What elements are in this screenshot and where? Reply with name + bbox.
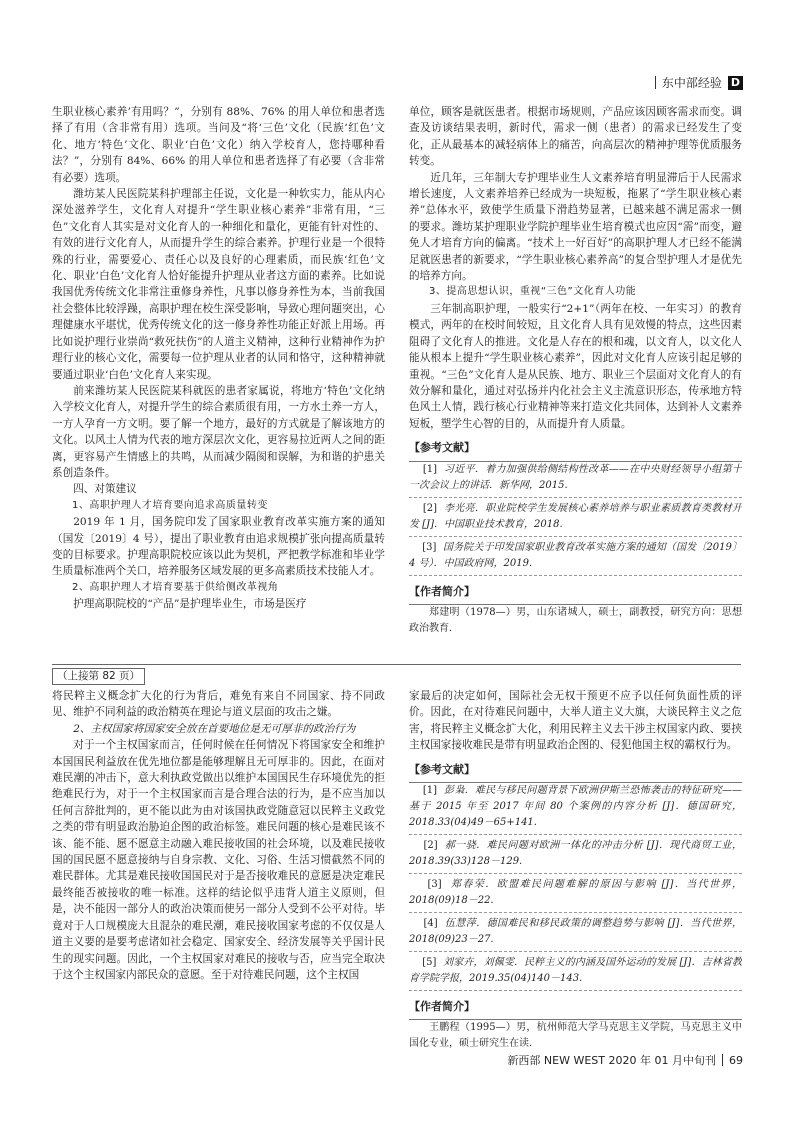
reference-text: 彭枭．难民与移民问题背景下欧洲伊斯兰恐怖袭击的特征研究——基于 2015 年至 2017 年间 80 个案例的内容分析 [J]．德国研究，2018.33(04)49－65+141. — [409, 785, 742, 829]
references-list-bottom — [409, 783, 742, 991]
paragraph: 护理高职院校的“产品”是护理毕业生，市场是医疗 — [73, 598, 307, 611]
footer-divider — [722, 1054, 723, 1066]
author-heading-bottom: 【作者简介】 — [409, 1000, 475, 1014]
reference-number: [3] — [422, 541, 437, 553]
reference-divider — [409, 834, 742, 835]
page-number: 69 — [729, 1053, 743, 1067]
reference-text: 刘家卉，刘佩雯．民粹主义的内涵及国外运动的发展 [J]．吉林省教育学院学报，2019.35(04)140－143. — [409, 957, 742, 985]
bottom-right-column — [409, 688, 742, 1050]
reference-divider — [409, 575, 742, 576]
reference-number: [5] — [422, 957, 437, 969]
reference-item — [409, 501, 742, 533]
author-bio-top: 郑建明（1978—）男，山东诸城人，硕士，副教授，研究方向：思想政治教育． — [409, 606, 742, 634]
bottom-right-body — [409, 688, 742, 754]
reference-item — [409, 838, 742, 870]
paragraph: 2、高职护理人才培育要基于供给侧改革视角 — [72, 581, 279, 593]
reference-divider — [409, 873, 742, 874]
header-divider — [655, 76, 656, 89]
references-heading-top: 【参考文献】 — [409, 441, 475, 455]
paragraph: 将民粹主义概念扩大化的行为背后，难免有来自不同国家、持不同政见、维护不同利益的政治精英在理论与道义层面的攻击之嫌。 — [52, 690, 385, 719]
reference-item — [409, 462, 742, 494]
paragraph: 近几年，三年制大专护理毕业生人文素养培育明显滞后于人民需求增长速度，人文素养培养已经成为一块短板，拖累了“学生职业核心素养”总体水平，致使学生质量下滑趋势显著，已越来越不满足需求一侧的要求。潍坊某护理职业学院护理毕业生培育模式也应因“需”而变，避免人才培育方向的偏离。“技术上一好百好”的高职护理人才已经不能满足就医患者的新要求，“学生职业核心素养高”的复合型护理人才是优先的培养方向。 — [409, 171, 742, 283]
reference-text: 郑春荣．欧盟难民问题难解的原因与影响 [J]．当代世界，2018(09)18－22. — [409, 879, 742, 907]
top-left-column — [52, 104, 385, 660]
bottom-left-column — [52, 688, 385, 1050]
reference-divider — [409, 536, 742, 537]
references-list-top — [409, 462, 742, 576]
reference-text: 伍慧萍．德国难民和移民政策的调整趋势与影响 [J]．当代世界，2018(09)23－27. — [409, 918, 742, 946]
section-badge: D — [728, 76, 743, 90]
reference-divider — [409, 497, 742, 498]
section-title: 东中部经验 — [661, 76, 722, 90]
reference-divider — [409, 912, 742, 913]
reference-item — [409, 916, 742, 948]
author-heading-top: 【作者简介】 — [409, 584, 475, 598]
paragraph: 2019 年 1 月，国务院印发了国家职业教育改革实施方案的通知（国发〔2019〕4 号），提出了职业教育由追求规模扩张向提高质量转变的目标要求。护理高职院校应该以此为契机，严把教学标准和毕业学生质量标准两个关口，培养服务区域发展的更多高素质技术技能人才。 — [52, 516, 385, 578]
article-separator — [52, 664, 741, 665]
reference-number: [1] — [422, 785, 438, 797]
continued-from-label: （上接第 82 页） — [52, 668, 145, 685]
top-right-body — [409, 104, 742, 432]
page-header — [655, 74, 743, 91]
journal-name: 新西部 NEW WEST 2020 年 01 月中旬刊 — [507, 1054, 716, 1067]
paragraph: 单位，顾客是就医患者。根据市场规则，产品应该因顾客需求而变。调查及访谈结果表明，新时代，需求一侧（患者）的需求已经发生了变化，正从最基本的减轻病体上的痛苦，向高层次的精神护理等优质服务转变。 — [409, 106, 742, 168]
reference-item — [409, 783, 742, 831]
paragraph: 潍坊某人民医院某科护理部主任说，文化是一种软实力，能从内心深处滋养学生，文化育人对提升“学生职业核心素养”非常有用，“三色”文化育人其实是对文化育人的一种细化和量化，更能有针对性的、有效的进行文化育人，从而提升学生的综合素养。护理行业是一个很特殊的行业，需要爱心、责任心以及良好的心理素质，而民族‘红色’文化、职业‘白色’文化育人恰好能提升护理从业者这方面的素养。比如说我国优秀传统文化非常注重修身养性，凡事以修身养性为本，当前我国社会整体比较浮躁，高职护理在校生深受影响，导致心理问题突出，心理健康水平堪忧，优秀传统文化的这一修身养性功能正好派上用场。再比如说护理行业崇尚“救死扶伤”的人道主义精神，这种行业精神作为护理行业的核心文化，需要每一位护理从业者的认同和恪守，这种精神就要通过职业‘白色’文化育人来实现。 — [52, 188, 385, 381]
paragraph: 对于一个主权国家而言，任何时候在任何情况下将国家安全和维护本国国民利益放在优先地位都是能够理解且无可厚非的。因此，在面对难民潮的冲击下，意大利执政党做出以维护本国国民生存环境优先的拒绝难民行为，对于一个主权国家而言是合理合法的行为，是不应当加以任何言辞批判的，更不能以此为由对该国执政党随意冠以民粹主义政党之类的带有明显政治胁迫企图的政治标签。难民问题的核心是难民该不该、能不能、愿不愿意主动融入难民接收国的社会环境，以及难民接收国的国民愿不愿意接纳与自身宗教、文化、习俗、生活习惯截然不同的难民群体。尤其是难民接收国国民对于是否接收难民的意愿是决定难民最终能否被接收的唯一标准。这样的结论似乎违背人道主义原则，但是，决不能因一部分人的政治决策而使另一部分人受到不公平对待。毕竟对于人口规模庞大且混杂的难民潮，难民接收国家考虑的不仅仅是人道主义要的是要考虑诸如社会稳定、国家安全、经济发展等关乎国计民生的现实问题。因此，一个主权国家对难民的接收与否，应当完全取决于这个主权国家内部民众的意愿。至于对待难民问题，这个主权国 — [52, 739, 385, 981]
paragraph: 四、对策建议 — [73, 483, 137, 496]
reference-number: [4] — [423, 918, 438, 930]
reference-text: 李光亮．职业院校学生发展核心素养培养与职业素质教育类教材开发 [J]．中国职业技术教育，2018. — [409, 502, 742, 530]
reference-text: 国务院关于印发国家职业教育改革实施方案的通知（国发〔2019〕4 号）．中国政府网，2019. — [409, 541, 742, 569]
reference-number: [3] — [427, 879, 442, 891]
paragraph: 三年制高职护理，一般实行“2+1”（两年在校、一年实习）的教育模式，两年的在校时间较短，且文化育人具有见效慢的特点，这些因素阻碍了文化育人的推进。文化是人存在的根和魂，以文育人，以文化人能从根本上提升“学生职业核心素养”，因此对文化育人应该引起足够的重视。“三色”文化育人是从民族、地方、职业三个层面对文化育人的有效分解和量化，通过对弘扬并内化社会主义主流意识形态，传承地方特色风土人情，践行核心行业精神等来打造文化共同体，达到补人文素养短板，塑学生心智的目的，从而提升育人质量。 — [409, 302, 742, 430]
paragraph: 家最后的决定如何，国际社会无权干预更不应予以任何负面性质的评价。因此，在对待难民问题中，大举人道主义大旗，大谈民粹主义之危害，将民粹主义概念扩大化，利用民粹主义去干涉主权国家内政、要挟主权国家接收难民是带有明显政治企图的、侵犯他国主权的霸权行为。 — [409, 690, 742, 752]
reference-divider — [409, 951, 742, 952]
references-heading-bottom: 【参考文献】 — [409, 762, 475, 776]
reference-item — [409, 877, 742, 909]
reference-item — [409, 540, 742, 572]
paragraph: 1、高职护理人才培育要向追求高质量转变 — [72, 499, 268, 511]
paragraph: 前来潍坊某人民医院某科就医的患者家属说，将地方‘特色’文化纳入学校文化育人，对提升学生的综合素质很有用，一方水土养一方人，一方人孕育一方文明。要了解一个地方，最好的方式就是了解该地方的文化。以风土人情为代表的地方深层次文化，更容易拉近两人之间的距离，更容易产生情感上的共鸣，从而减少隔阂和误解，为和谐的护患关系创造条件。 — [52, 384, 385, 479]
page-footer — [507, 1052, 743, 1068]
reference-text: 郝一骁．难民问题对欧洲一体化的冲击分析 [J]．现代商贸工业，2018.39(33)128－129. — [409, 840, 742, 868]
reference-number: [2] — [423, 840, 438, 852]
paragraph: 2、主权国家将国家安全放在首要地位是无可厚非的政治行为 — [73, 722, 356, 735]
reference-text: 习近平．着力加强供给侧结构性改革——在中央财经领导小组第十一次会议上的讲话．新华网，2015. — [409, 463, 742, 491]
reference-divider — [409, 990, 742, 991]
paragraph: 3、提高思想认识，重视“三色”文化育人功能 — [429, 286, 637, 298]
reference-number: [2] — [422, 502, 438, 514]
reference-item — [409, 955, 742, 987]
author-bio-bottom: 王鹏程（1995—）男，杭州师范大学马克思主义学院，马克思主义中国化专业，硕士研究生在读． — [409, 1022, 742, 1050]
reference-number: [1] — [422, 463, 438, 475]
top-right-column — [409, 104, 742, 660]
paragraph: 生职业核心素养’有用吗？”，分别有 88%、76% 的用人单位和患者选择了有用（含非常有用）选项。当问及“将‘三色’文化（民族‘红色’文化、地方‘特色’文化、职业‘白色’文化）纳入学校育人，您持哪种看法？”，分别有 84%、66% 的用人单位和患者选择了有必要（含非常有必要）选项。 — [52, 106, 385, 184]
